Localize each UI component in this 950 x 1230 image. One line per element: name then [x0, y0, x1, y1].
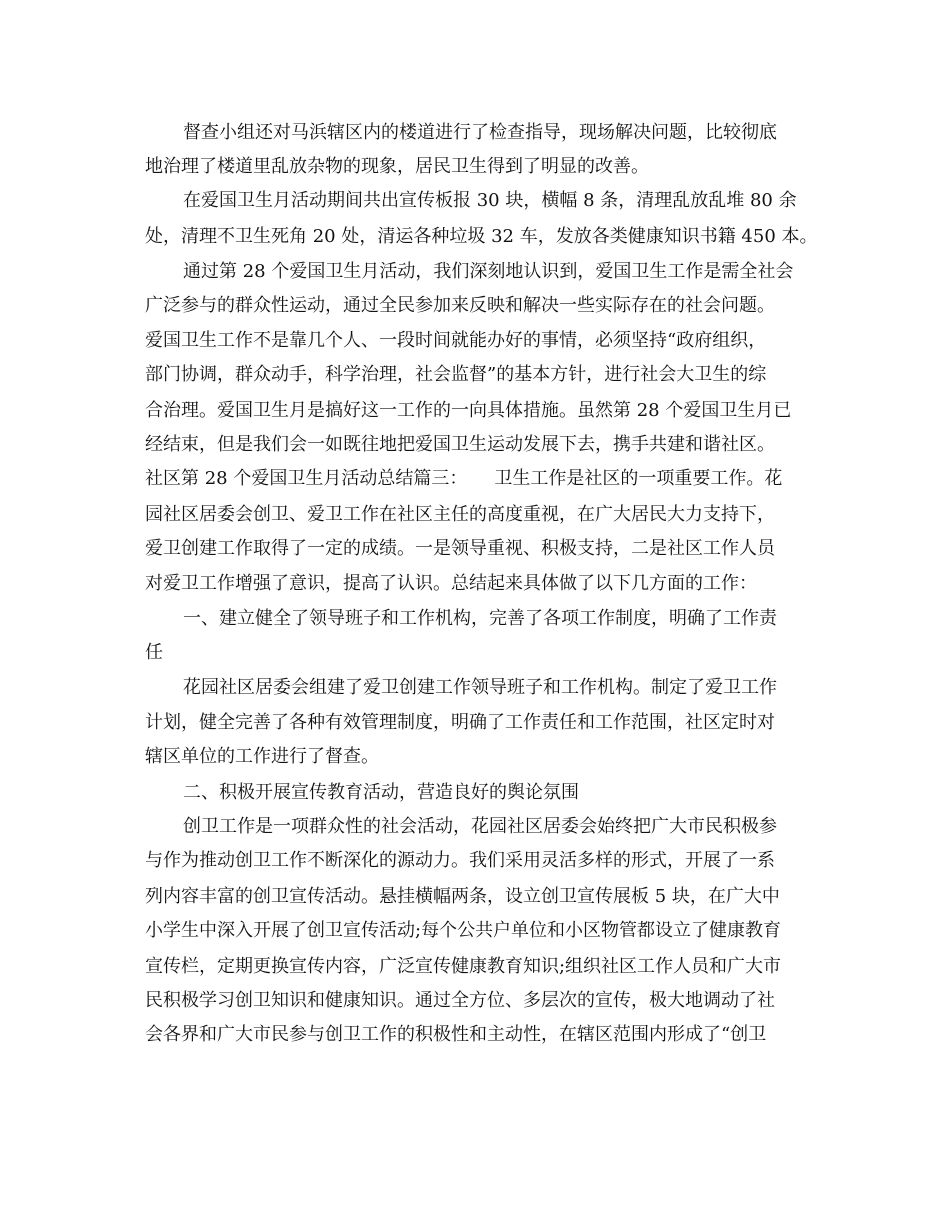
text-line: 社区第 28 个爱国卫生月活动总结篇三： 卫生工作是社区的一项重要工作。花 [145, 468, 783, 489]
text-line: 广泛参与的群众性运动，通过全民参加来反映和解决一些实际存在的社会问题。 [145, 295, 775, 316]
text-line: 在爱国卫生月活动期间共出宣传板报 30 块，横幅 8 条，清理乱放乱堆 80 余 [183, 190, 797, 211]
section-heading: 任 [145, 642, 163, 663]
text-line: 计划，健全完善了各种有效管理制度，明确了工作责任和工作范围，社区定时对 [145, 712, 775, 733]
text-line: 民积极学习创卫知识和健康知识。通过全方位、多层次的宣传，极大地调动了社 [145, 990, 775, 1011]
text-line: 与作为推动创卫工作不断深化的源动力。我们采用灵活多样的形式，开展了一系 [145, 850, 775, 871]
text-line: 宣传栏，定期更换宣传内容，广泛宣传健康教育知识;组织社区工作人员和广大市 [145, 956, 782, 977]
text-line: 爱卫创建工作取得了一定的成绩。一是领导重视、积极支持，二是社区工作人员 [145, 538, 775, 559]
section-heading: 二、积极开展宣传教育活动，营造良好的舆论氛围 [183, 782, 579, 803]
text-line: 督查小组还对马浜辖区内的楼道进行了检查指导，现场解决问题，比较彻底 [183, 122, 777, 143]
text-line: 部门协调，群众动手，科学治理，社会监督”的基本方针，进行社会大卫生的综 [145, 364, 767, 385]
text-line: 处，清理不卫生死角 20 处，清运各种垃圾 32 车，发放各类健康知识书籍 450 本。 [145, 226, 818, 247]
text-line: 通过第 28 个爱国卫生月活动，我们深刻地认识到，爱国卫生工作是需全社会 [183, 261, 794, 282]
text-line: 经结束，但是我们会一如既往地把爱国卫生运动发展下去，携手共建和谐社区。 [145, 434, 775, 455]
text-line: 园社区居委会创卫、爱卫工作在社区主任的高度重视，在广大居民大力支持下， [145, 504, 775, 525]
text-line: 辖区单位的工作进行了督查。 [145, 746, 379, 767]
text-line: 爱国卫生工作不是靠几个人、一段时间就能办好的事情，必须坚持“政府组织， [145, 330, 767, 351]
text-line: 创卫工作是一项群众性的社会活动，花园社区居委会始终把广大市民积极参 [183, 816, 777, 837]
text-line: 地治理了楼道里乱放杂物的现象，居民卫生得到了明显的改善。 [145, 156, 649, 177]
text-line: 列内容丰富的创卫宣传活动。悬挂横幅两条，设立创卫宣传展板 5 块，在广大中 [145, 886, 780, 907]
text-line: 小学生中深入开展了创卫宣传活动;每个公共户单位和小区物管都设立了健康教育 [145, 920, 782, 941]
text-line: 对爱卫工作增强了意识，提高了认识。总结起来具体做了以下几方面的工作： [145, 573, 757, 594]
text-line: 会各界和广大市民参与创卫工作的积极性和主动性，在辖区范围内形成了“创卫 [145, 1024, 767, 1045]
text-line: 合治理。爱国卫生月是搞好这一工作的一向具体措施。虽然第 28 个爱国卫生月已 [145, 400, 792, 421]
text-line: 花园社区居委会组建了爱卫创建工作领导班子和工作机构。制定了爱卫工作 [183, 677, 777, 698]
section-heading: 一、建立健全了领导班子和工作机构，完善了各项工作制度，明确了工作责 [183, 608, 777, 629]
